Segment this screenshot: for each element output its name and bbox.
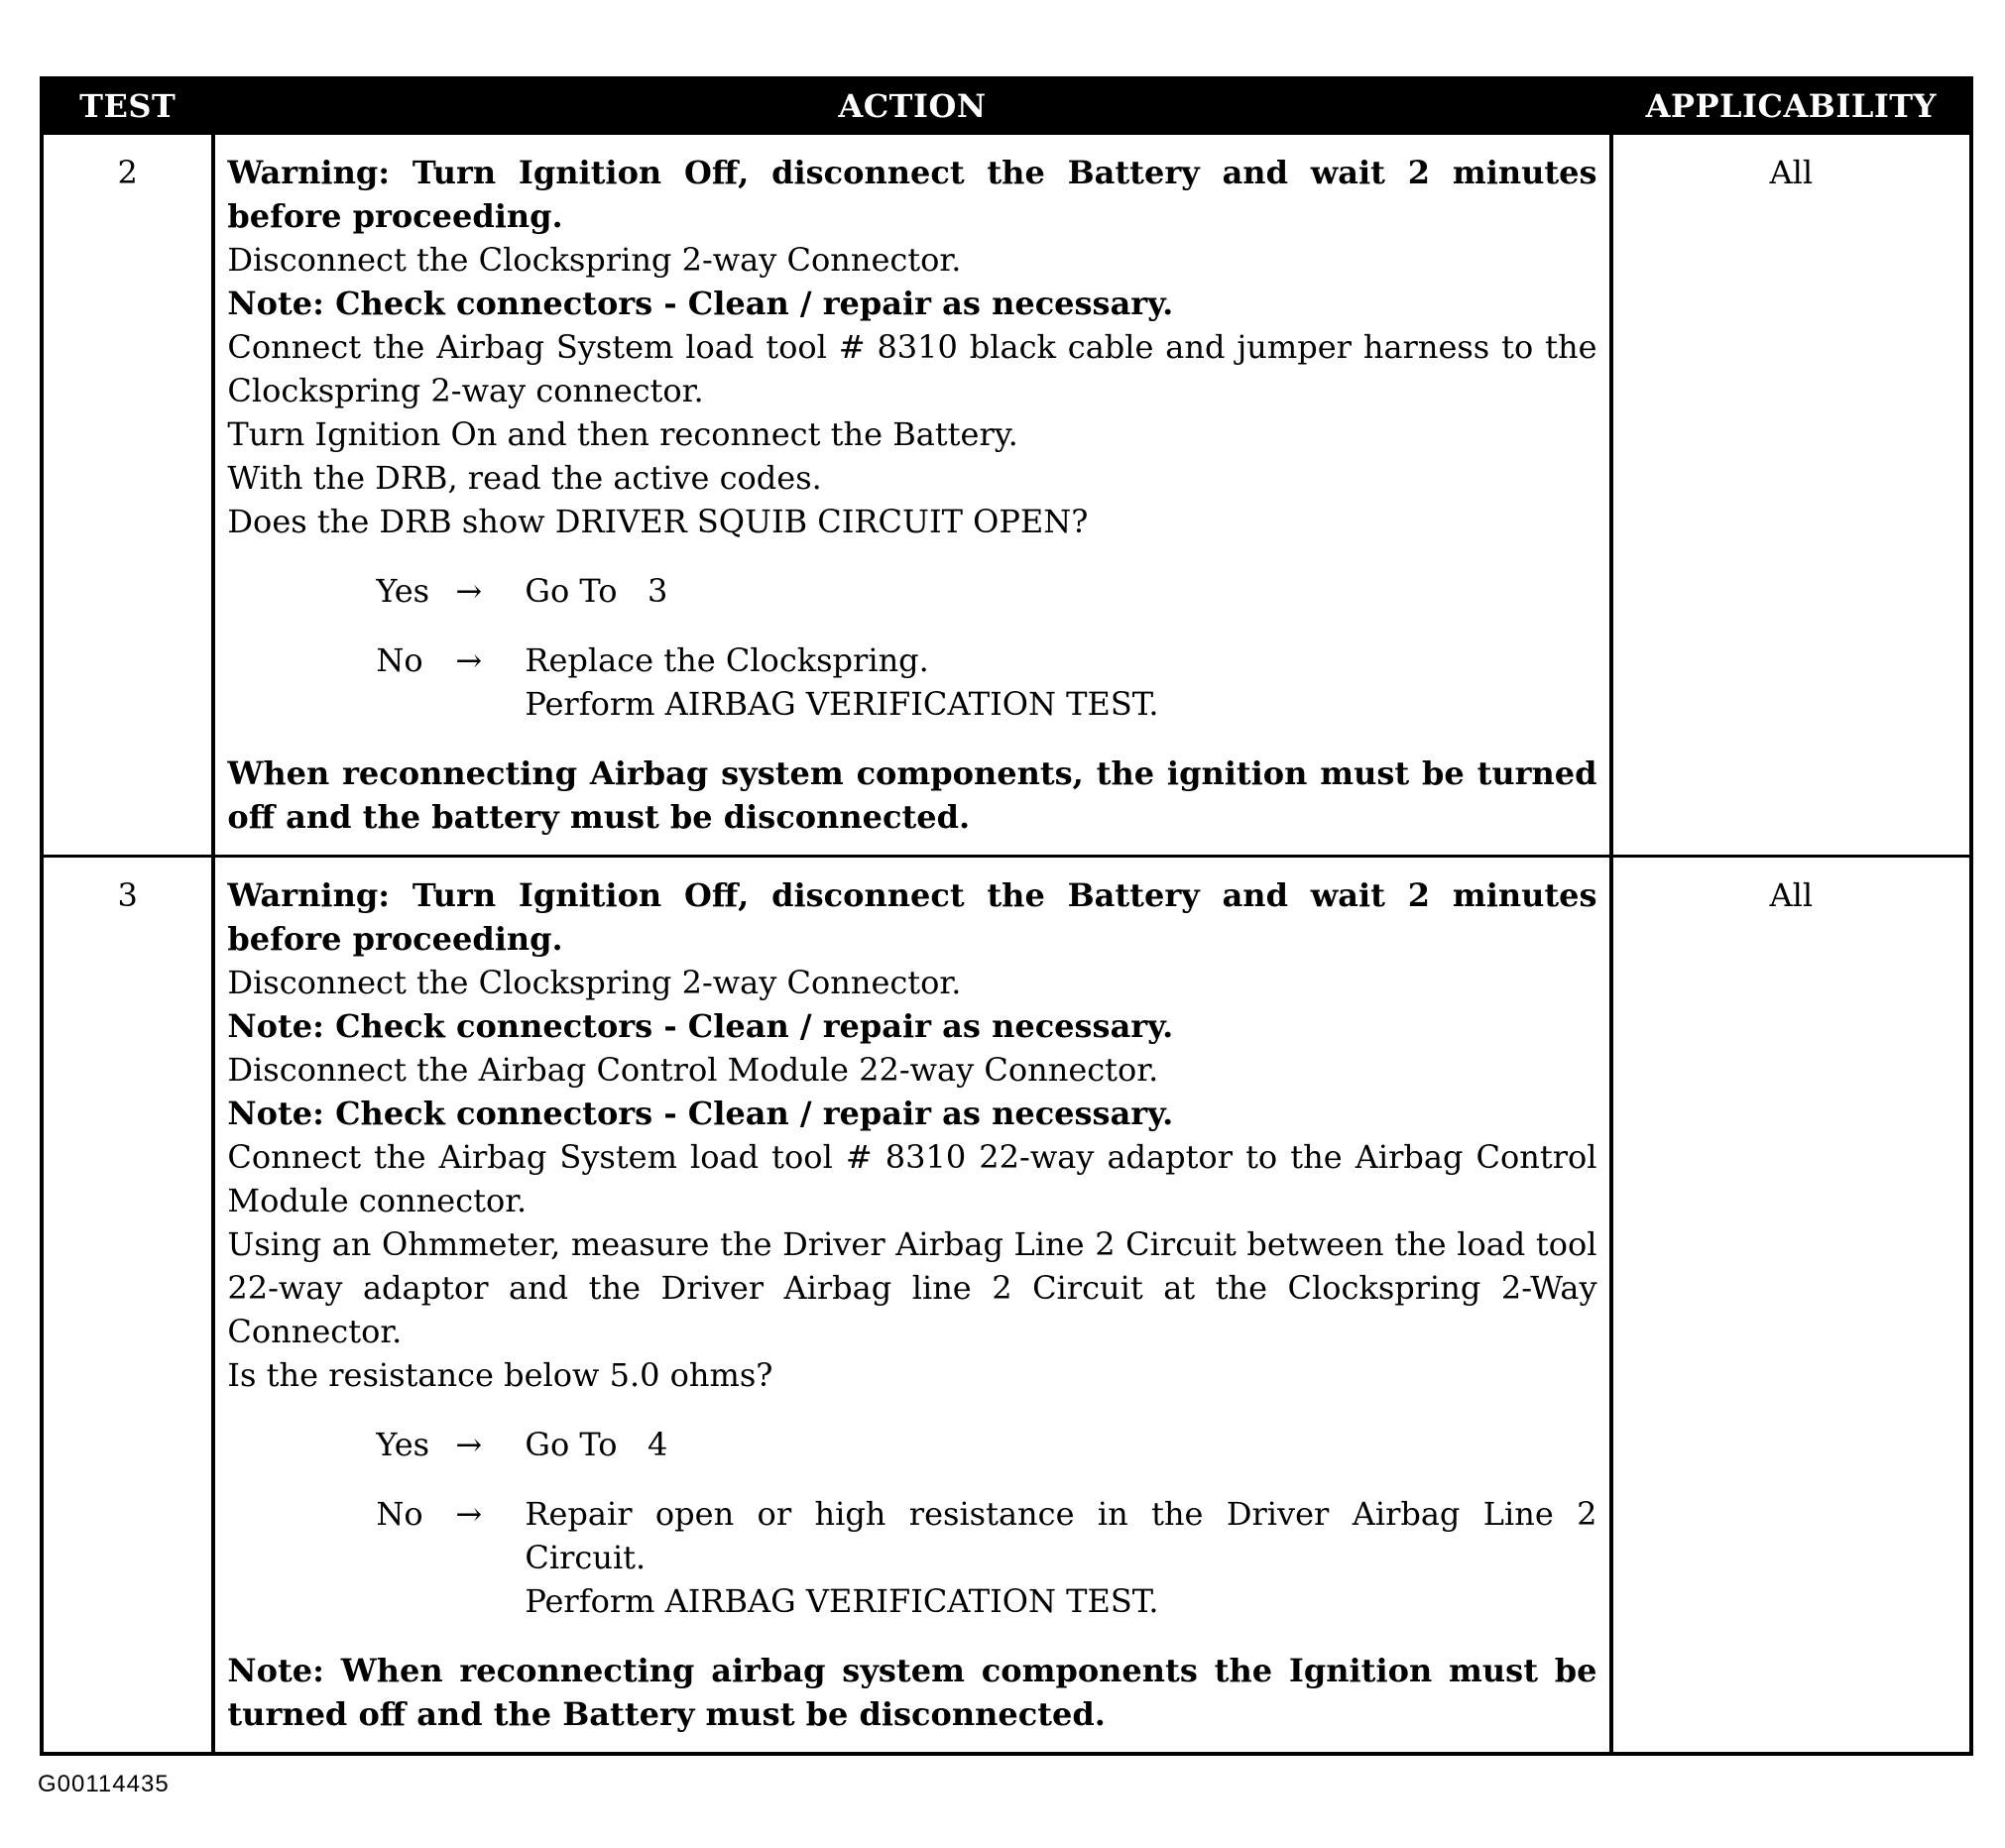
step-text: Disconnect the Airbag Control Module 22-way Connector. xyxy=(227,1051,1159,1089)
table-row xyxy=(42,857,1971,1755)
step-text: Disconnect the Clockspring 2-way Connector. xyxy=(227,241,962,279)
note-text: Note: Check connectors - Clean / repair as necessary. xyxy=(227,1007,1174,1045)
action-cell xyxy=(213,134,1610,857)
note-text: Note: Check connectors - Clean / repair as necessary. xyxy=(227,1095,1174,1132)
step-text: Using an Ohmmeter, measure the Driver Airbag Line 2 Circuit between the load tool xyxy=(227,1225,1597,1263)
answer-no-label: No xyxy=(376,641,423,679)
step-text: Clockspring 2-way connector. xyxy=(227,372,704,409)
final-note-text: off and the battery must be disconnected. xyxy=(227,798,971,836)
right-arrow-icon: → xyxy=(455,1426,483,1463)
result-text: Circuit. xyxy=(525,1539,647,1576)
step-text: With the DRB, read the active codes. xyxy=(227,459,822,497)
decision-no xyxy=(376,638,1596,726)
question-text: Is the resistance below 5.0 ohms? xyxy=(227,1356,773,1394)
answer-yes-result xyxy=(525,1423,1596,1466)
result-text: Perform AIRBAG VERIFICATION TEST. xyxy=(525,1582,1159,1620)
right-arrow-icon: → xyxy=(455,641,483,679)
warning-text: Warning: Turn Ignition Off, disconnect the Battery and wait 2 minutes xyxy=(227,154,1597,191)
answer-no-label: No xyxy=(376,1495,423,1533)
step-text: Module connector. xyxy=(227,1182,528,1219)
result-text: Replace the Clockspring. xyxy=(525,641,929,679)
result-text: Repair open or high resistance in the Driver Airbag Line 2 xyxy=(525,1495,1597,1533)
right-arrow-icon: → xyxy=(455,1495,483,1533)
warning-text: before proceeding. xyxy=(227,197,563,235)
spacer xyxy=(227,1623,1596,1649)
question-text: Does the DRB show DRIVER SQUIB CIRCUIT OPEN? xyxy=(227,503,1089,540)
table-header-row xyxy=(42,78,1971,134)
result-text: Go To 4 xyxy=(525,1426,668,1463)
step-text: Connector. xyxy=(227,1313,403,1350)
spacer xyxy=(227,726,1596,751)
applicability-value: All xyxy=(1611,857,1971,1755)
warning-text: Warning: Turn Ignition Off, disconnect the Battery and wait 2 minutes xyxy=(227,876,1597,914)
warning-text: before proceeding. xyxy=(227,920,563,958)
applicability-value: All xyxy=(1611,134,1971,857)
final-note-text: When reconnecting Airbag system components, the ignition must be turned xyxy=(227,754,1597,792)
header-test: TEST xyxy=(42,78,213,134)
header-action: ACTION xyxy=(213,78,1610,134)
answer-yes-label: Yes xyxy=(376,1426,430,1463)
answer-no-result xyxy=(525,638,1596,726)
answer-yes-result xyxy=(525,569,1596,613)
table-row xyxy=(42,134,1971,857)
step-text: Turn Ignition On and then reconnect the Battery. xyxy=(227,415,1018,453)
answer-no-result xyxy=(525,1492,1596,1623)
result-text: Go To 3 xyxy=(525,572,668,610)
answer-yes-label: Yes xyxy=(376,572,430,610)
decision-yes xyxy=(376,1423,1596,1466)
action-cell xyxy=(213,857,1610,1755)
figure-id: G00114435 xyxy=(38,1771,170,1797)
header-applicability: APPLICABILITY xyxy=(1611,78,1971,134)
note-text: Note: Check connectors - Clean / repair as necessary. xyxy=(227,285,1174,322)
result-text: Perform AIRBAG VERIFICATION TEST. xyxy=(525,685,1159,723)
decision-no xyxy=(376,1492,1596,1623)
test-number: 3 xyxy=(42,857,213,1755)
step-text: Disconnect the Clockspring 2-way Connector. xyxy=(227,964,962,1001)
test-number: 2 xyxy=(42,134,213,857)
step-text: Connect the Airbag System load tool # 8310 black cable and jumper harness to the xyxy=(227,328,1597,366)
step-text: Connect the Airbag System load tool # 8310 22-way adaptor to the Airbag Control xyxy=(227,1138,1597,1176)
final-note-text: Note: When reconnecting airbag system components the Ignition must be xyxy=(227,1652,1597,1689)
decision-yes xyxy=(376,569,1596,613)
step-text: 22-way adaptor and the Driver Airbag line 2 Circuit at the Clockspring 2-Way xyxy=(227,1269,1597,1307)
final-note-text: turned off and the Battery must be disconnected. xyxy=(227,1695,1106,1733)
diagnostic-test-table xyxy=(40,76,1973,1756)
right-arrow-icon: → xyxy=(455,572,483,610)
